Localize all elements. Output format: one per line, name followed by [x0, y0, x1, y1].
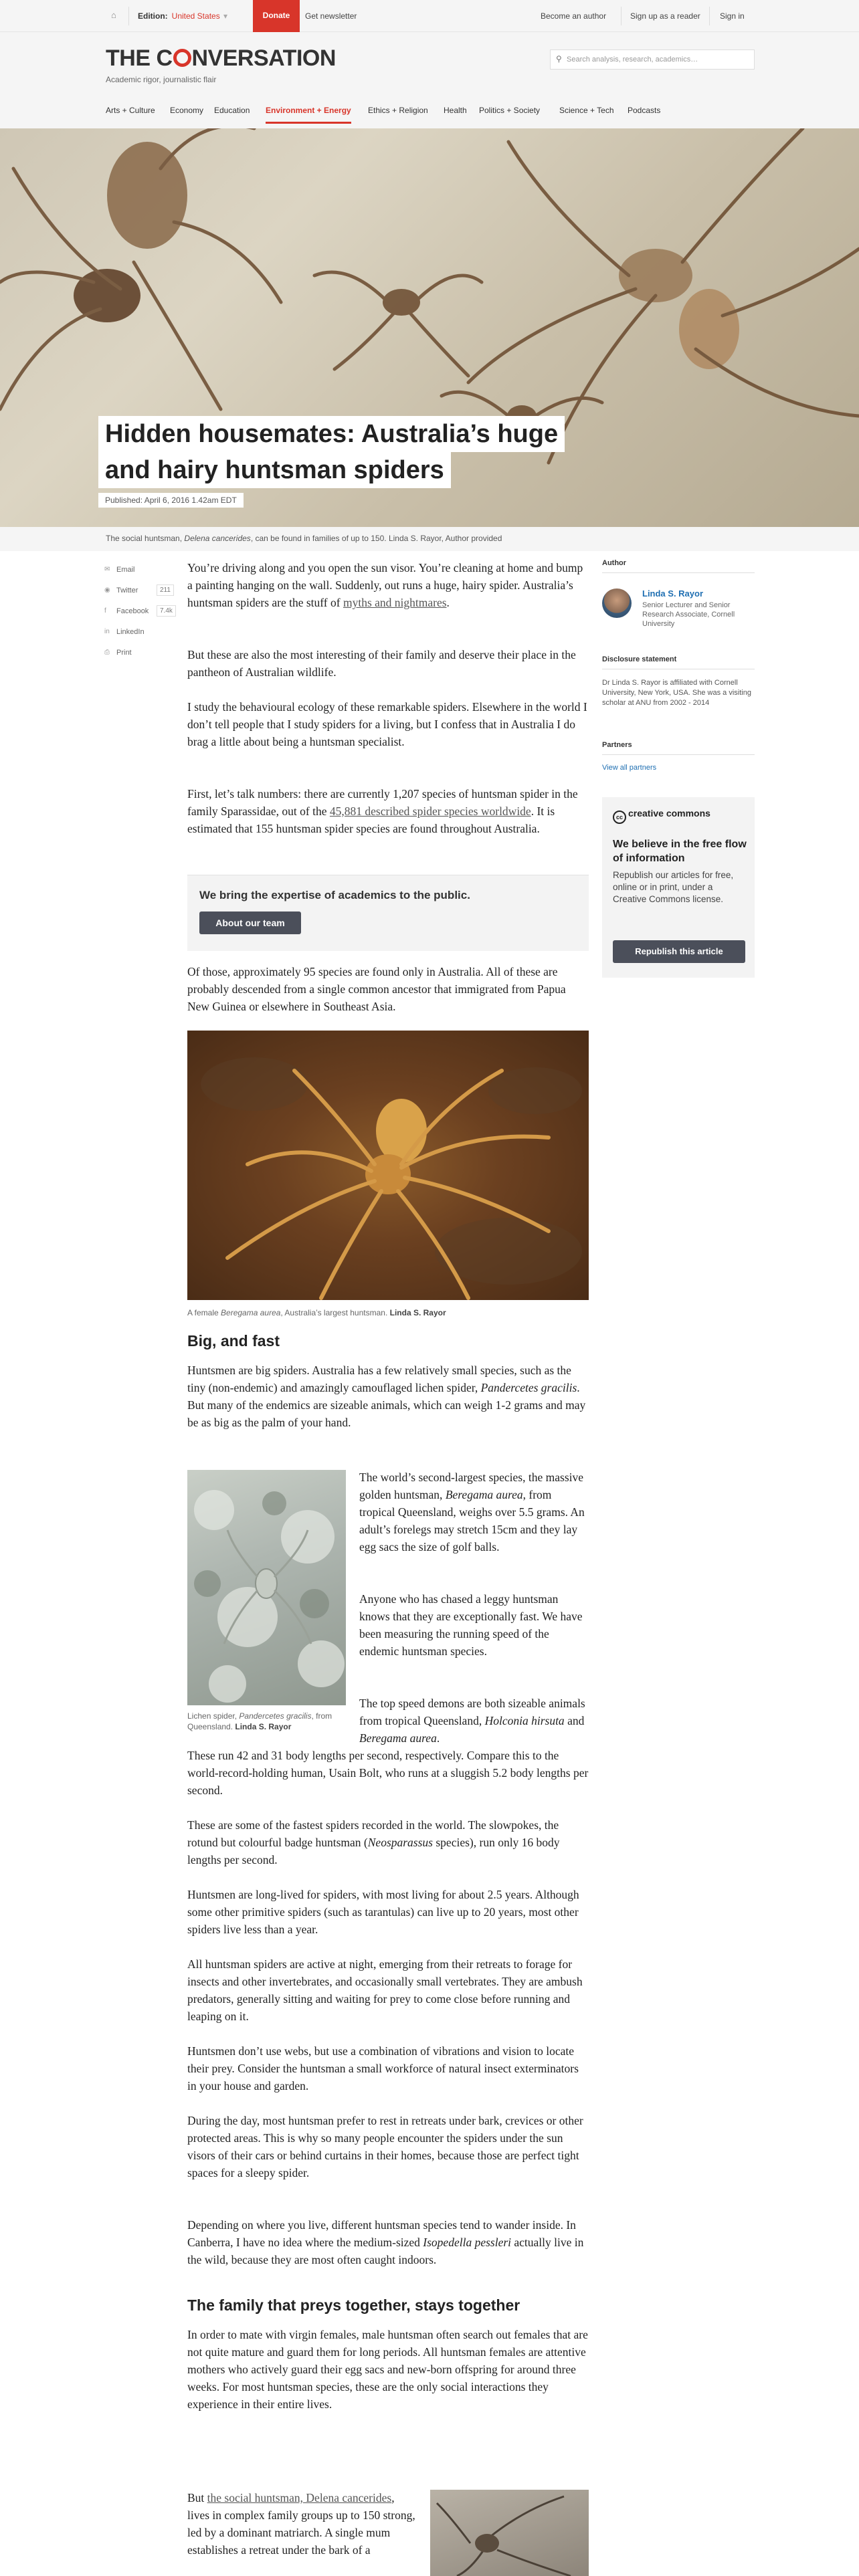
paragraph: Huntsmen don’t use webs, but use a combination of vibrations and vision to locate their prey. Consider the huntsman a small workforce of natural insect exterminators in your house and garden.	[187, 2044, 579, 2092]
species-name: Beregama aurea	[445, 1488, 523, 1501]
share-label: Print	[116, 649, 132, 657]
partners-heading: Partners	[602, 741, 755, 755]
text: .	[436, 1731, 440, 1745]
lichen-photo-illustration	[187, 1470, 346, 1705]
text: The world’s second-largest species, the massive golden huntsman,	[359, 1471, 584, 1501]
text: The top speed demons are both sizeable animals from tropical Queensland,	[359, 1697, 585, 1727]
figure-caption	[187, 1711, 348, 1732]
author-section	[602, 559, 755, 573]
paragraph: Huntsmen are long-lived for spiders, with most living for about 2.5 years. Although some other primitive spiders (such as tarantulas) can live up to 20 years, most other spiders live less than a year.	[187, 1888, 579, 1936]
author-name-link[interactable]: Linda S. Rayor	[642, 588, 704, 599]
caption-text: The social huntsman,	[106, 534, 185, 543]
republish-box	[602, 797, 755, 978]
chevron-down-icon: ▾	[223, 11, 228, 21]
paragraph	[187, 785, 589, 837]
partners-section	[602, 741, 755, 755]
paragraph	[187, 1816, 589, 1868]
cc-logo-text: creative commons	[628, 808, 710, 819]
avatar[interactable]	[602, 588, 632, 618]
author-heading: Author	[602, 559, 755, 573]
disclosure-heading: Disclosure statement	[602, 655, 755, 669]
home-icon[interactable]: ⌂	[111, 10, 116, 20]
social-spider-illustration	[430, 2490, 589, 2576]
text: These are some of the fastest spiders recorded in the world. The slowpokes, the rotund but colourful badge huntsman (	[187, 1818, 559, 1849]
donate-button[interactable]: Donate	[253, 0, 300, 32]
nav-item[interactable]: Education	[214, 106, 250, 115]
title-line-1: Hidden housemates: Australia’s huge	[98, 416, 565, 452]
text: . It is estimated that 155 huntsman spider species are found throughout Australia.	[187, 804, 555, 835]
nav-item[interactable]: Health	[444, 106, 467, 115]
text: Depending on where you live, different huntsman species tend to wander inside. In Canberra, I have no idea where the medium-sized	[187, 2218, 576, 2249]
text: First, let’s talk numbers: there are currently 1,207 species of huntsman spider in the family Sparassidae, out of the	[187, 787, 578, 818]
species-name: Beregama aurea	[359, 1731, 437, 1745]
hero-image	[0, 128, 859, 527]
photo-credit: Linda S. Rayor	[389, 1308, 446, 1317]
paragraph: Anyone who has chased a leggy huntsman knows that they are exceptionally fast. We have been measuring the running speed of the endemic huntsman species.	[359, 1592, 583, 1658]
article-title	[98, 416, 565, 488]
text: , lives in complex family groups up to 150 strong, led by a dominant matriarch. A single mum establishes a retreat under the bark of a	[187, 2491, 415, 2557]
view-partners-link[interactable]: View all partners	[602, 764, 657, 772]
section-heading: The family that preys together, stays together	[187, 2296, 520, 2314]
email-icon: ✉	[104, 566, 110, 573]
nav-item[interactable]: Economy	[170, 106, 204, 115]
signup-link[interactable]: Sign up as a reader	[630, 11, 700, 21]
species-name: Holconia hirsuta	[484, 1714, 565, 1727]
paragraph	[187, 1362, 589, 1431]
divider	[709, 7, 710, 25]
facebook-icon: f	[104, 607, 106, 615]
nav-item[interactable]: Science + Tech	[559, 106, 614, 115]
paragraph: These run 42 and 31 body lengths per second, respectively. Compare this to the world-record-holding human, Usain Bolt, who runs at a sluggish 5.2 body lengths per second.	[187, 1749, 589, 1797]
species-name: Isopedella pessleri	[423, 2236, 512, 2249]
text: . But many of the endemics are sizeable animals, which can weigh 1-2 grams and may be as big as the palm of your hand.	[187, 1381, 586, 1429]
publish-date: Published: April 6, 2016 1.42am EDT	[98, 493, 244, 508]
paragraph: I study the behavioural ecology of these remarkable spiders. Elsewhere in the world I don’t tell people that I study spiders for a living, but I confess that in Australia I do brag a little about being a huntsman specialist.	[187, 700, 587, 748]
nav-item[interactable]: Arts + Culture	[106, 106, 155, 115]
text: , from tropical Queensland, weighs over 5.5 grams. An adult’s forelegs may stretch 15cm and they lay egg sacs the size of golf balls.	[359, 1488, 585, 1553]
nav-item[interactable]: Podcasts	[628, 106, 661, 115]
species-name: Beregama aurea	[221, 1308, 281, 1317]
text: , Australia’s largest huntsman.	[280, 1308, 390, 1317]
text: You’re driving along and you open the sun visor. You’re cleaning at home and bump a painting hanging on the wall. Suddenly, out runs a huge, hairy spider. Australia’s huntsman spiders are the stuff of	[187, 561, 583, 609]
paragraph: In order to mate with virgin females, male huntsman often search out females that are not quite mature and guard them for long periods. All huntsman females are attentive mothers who actively guard their egg sacs and new-born offspring for around three weeks. For most huntsman species, these are the only social interactions they experience in their entire lives.	[187, 2328, 588, 2411]
disclosure-section	[602, 655, 755, 669]
text: .	[446, 596, 450, 609]
creative-commons-logo	[613, 808, 710, 824]
golden-huntsman-image	[187, 1031, 589, 1300]
divider	[621, 7, 622, 25]
tagline: Academic rigor, journalistic flair	[106, 75, 217, 84]
twitter-icon: ◉	[104, 586, 110, 594]
disclosure-text: Dr Linda S. Rayor is affiliated with Cornell University, New York, USA. She was a visiting scholar at ANU from 2002 - 2014	[602, 679, 751, 707]
share-count: 7.4k	[157, 605, 176, 617]
author-role: Senior Lecturer and Senior Research Associate, Cornell University	[642, 601, 735, 628]
paragraph: All huntsman spiders are active at night, emerging from their retreats to forage for insects and other invertebrates, and occasionally small vertebrates. They are ambush predators, generally sitting and waiting for prey to come close before running and leaping on it.	[187, 1957, 583, 2023]
inline-link[interactable]: 45,881 described spider species worldwide	[329, 804, 531, 818]
text: , from Queensland.	[187, 1711, 332, 1731]
edition-selector[interactable]	[138, 11, 227, 21]
cta-box	[187, 875, 589, 951]
inline-link[interactable]: the social huntsman, Delena cancerides	[207, 2491, 392, 2504]
cta-text: We bring the expertise of academics to the public.	[199, 889, 470, 901]
text: species), run only 16 body lengths per second.	[187, 1836, 560, 1866]
paragraph	[187, 2489, 417, 2559]
hero-caption	[0, 527, 859, 551]
share-label: Facebook	[116, 607, 149, 615]
share-label: Twitter	[116, 586, 138, 595]
search-input[interactable]	[550, 49, 755, 70]
share-label: LinkedIn	[116, 628, 145, 636]
logo-text-right: NVERSATION	[191, 45, 336, 71]
lichen-spider-image	[187, 1470, 346, 1705]
republish-heading: We believe in the free flow of information	[613, 839, 747, 864]
photo-credit: Linda S. Rayor	[235, 1722, 292, 1731]
inline-link[interactable]: myths and nightmares	[343, 596, 447, 609]
republish-text: Republish our articles for free, online or in print, under a Creative Commons license.	[613, 870, 734, 904]
species-name: Pandercetes gracilis	[480, 1381, 577, 1394]
section-heading: Big, and fast	[187, 1332, 280, 1350]
nav-item-active[interactable]: Environment + Energy	[266, 106, 351, 124]
edition-value[interactable]: United States	[171, 11, 220, 21]
text: Huntsmen are big spiders. Australia has a few relatively small species, such as the tiny (non-endemic) and amazingly camouflaged lichen spider,	[187, 1364, 571, 1394]
caption-text: , can be found in families of up to 150. Linda S. Rayor, Author provided	[250, 534, 502, 543]
paragraph	[359, 1695, 589, 1747]
spider-photo-illustration	[187, 1031, 589, 1300]
paragraph: Of those, approximately 95 species are found only in Australia. All of these are probably descended from a single common ancestor that immigrated from Papua New Guinea or elsewhere in Southeast Asia.	[187, 965, 566, 1013]
social-huntsman-image	[430, 2490, 589, 2576]
edition-label: Edition:	[138, 11, 168, 21]
paragraph	[359, 1469, 589, 1555]
linkedin-icon: in	[104, 628, 110, 635]
newsletter-link[interactable]: Get newsletter	[305, 11, 357, 21]
species-name: Pandercetes gracilis	[239, 1711, 312, 1721]
paragraph: But these are also the most interesting of their family and deserve their place in the pantheon of Australian wildlife.	[187, 648, 576, 679]
share-label: Email	[116, 566, 135, 574]
text: actually live in the wild, because they are most often caught indoors.	[187, 2236, 584, 2266]
paragraph: During the day, most huntsman prefer to rest in retreats under bark, crevices or other protected areas. This is why so many people encounter the spiders under the sun visors of their cars or behind curtains in their homes, because those are perfect tight spaces for a sleepy spider.	[187, 2114, 583, 2179]
about-team-button[interactable]: About our team	[199, 911, 301, 934]
search-icon: ⚲	[556, 54, 562, 64]
nav-item[interactable]: Ethics + Religion	[368, 106, 428, 115]
masthead	[0, 32, 859, 128]
logo-text-left: THE C	[106, 45, 173, 71]
caption-species: Delena cancerides	[184, 534, 251, 543]
figure-caption	[187, 1307, 446, 1318]
nav-item[interactable]: Politics + Society	[479, 106, 541, 115]
signin-link[interactable]: Sign in	[720, 11, 745, 21]
paragraph	[187, 2216, 589, 2268]
creative-commons-icon: cc	[613, 811, 626, 824]
become-author-link[interactable]: Become an author	[541, 11, 607, 21]
paragraph	[187, 559, 589, 611]
divider	[128, 7, 129, 25]
top-bar	[0, 0, 859, 32]
search-placeholder: Search analysis, research, academics…	[567, 56, 698, 64]
share-count: 211	[157, 584, 174, 596]
logo-ring-icon	[173, 49, 191, 67]
text: But	[187, 2491, 207, 2504]
species-name: Neosparassus	[367, 1836, 433, 1849]
site-logo[interactable]	[106, 45, 336, 72]
republish-button[interactable]: Republish this article	[613, 940, 745, 963]
title-line-2: and hairy huntsman spiders	[98, 452, 451, 488]
text: and	[564, 1714, 585, 1727]
print-icon: ⎙	[104, 649, 110, 656]
text: Lichen spider,	[187, 1711, 240, 1721]
text: A female	[187, 1308, 221, 1317]
